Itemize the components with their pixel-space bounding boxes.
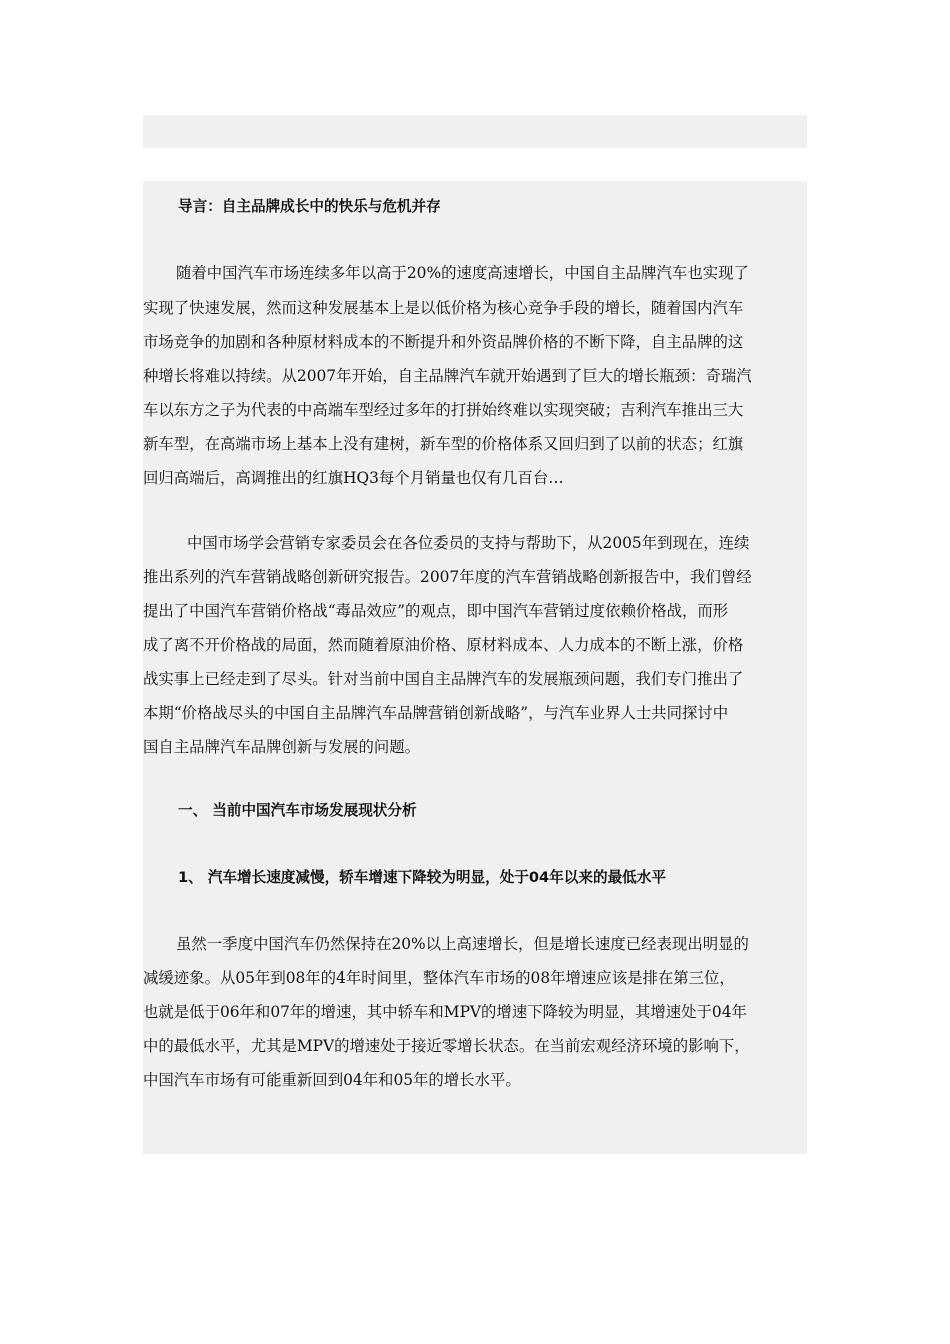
section-1-heading: 一、 当前中国汽车市场发展现状分析 [178, 802, 417, 819]
text-line: 实现了快速发展，然而这种发展基本上是以低价格为核心竞争手段的增长，随着国内汽车 [143, 299, 744, 317]
text-line: 战实事上已经走到了尽头。针对当前中国自主品牌汽车的发展瓶颈问题，我们专门推出了 [143, 670, 744, 688]
text-line: 种增长将难以持续。从2007年开始，自主品牌汽车就开始遇到了巨大的增长瓶颈：奇瑞汽 [143, 367, 752, 385]
text-line: 也就是低于06年和07年的增速，其中轿车和MPV的增速下降较为明显，其增速处于04年 [143, 1003, 747, 1021]
text-line: 虽然一季度中国汽车仍然保持在20%以上高速增长，但是增长速度已经表现出明显的 [176, 935, 749, 953]
text-line: 成了离不开价格战的局面，然而随着原油价格、原材料成本、人力成本的不断上涨，价格 [143, 636, 744, 654]
text-line: 中国市场学会营销专家委员会在各位委员的支持与帮助下，从2005年到现在，连续 [187, 534, 750, 552]
text-line: 减缓迹象。从05年到08年的4年时间里，整体汽车市场的08年增速应该是排在第三位， [143, 969, 735, 987]
text-line: 新车型，在高端市场上基本上没有建树，新车型的价格体系又回归到了以前的状态；红旗 [143, 435, 744, 453]
intro-heading: 导言：自主品牌成长中的快乐与危机并存 [178, 198, 441, 215]
text-line: 提出了中国汽车营销价格战“毒品效应”的观点，即中国汽车营销过度依赖价格战，而形 [143, 602, 729, 620]
text-line: 车以东方之子为代表的中高端车型经过多年的打拼始终难以实现突破；吉利汽车推出三大 [143, 401, 744, 419]
text-line: 中国汽车市场有可能重新回到04年和05年的增长水平。 [143, 1071, 521, 1089]
text-line: 中的最低水平，尤其是MPV的增速处于接近零增长状态。在当前宏观经济环境的影响下， [143, 1037, 750, 1055]
text-line: 国自主品牌汽车品牌创新与发展的问题。 [143, 738, 421, 756]
header-band [143, 115, 807, 148]
text-line: 市场竞争的加剧和各种原材料成本的不断提升和外资品牌价格的不断下降，自主品牌的这 [143, 333, 744, 351]
text-line: 随着中国汽车市场连续多年以高于20%的速度高速增长，中国自主品牌汽车也实现了 [176, 264, 749, 282]
document-body [143, 181, 807, 1154]
subsection-1-heading: 1、 汽车增长速度减慢，轿车增速下降较为明显，处于04年以来的最低水平 [178, 869, 666, 886]
text-line: 推出系列的汽车营销战略创新研究报告。2007年度的汽车营销战略创新报告中，我们曾经 [143, 568, 752, 586]
text-line: 本期“价格战尽头的中国自主品牌汽车品牌营销创新战略”，与汽车业界人士共同探讨中 [143, 704, 729, 722]
text-line: 回归高端后，高调推出的红旗HQ3每个月销量也仅有几百台… [143, 469, 564, 487]
